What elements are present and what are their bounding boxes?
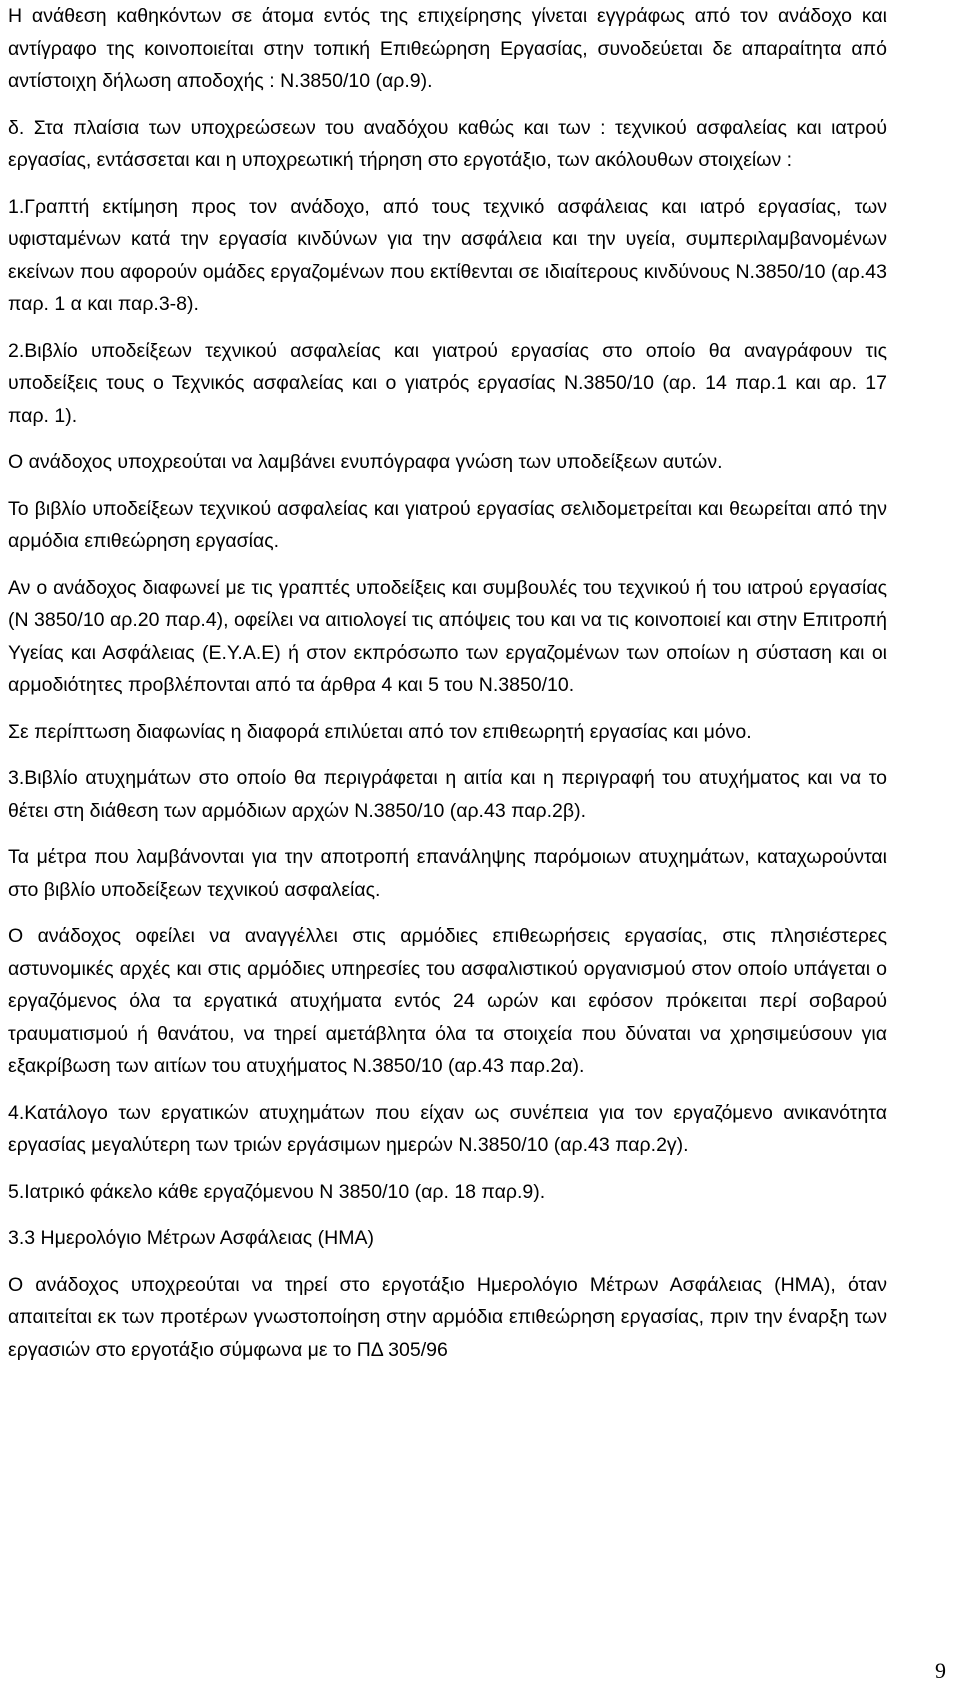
section-heading: 3.3 Ημερολόγιο Μέτρων Ασφάλειας (ΗΜΑ) <box>8 1227 374 1249</box>
paragraph-dispute-resolution: Σε περίπτωση διαφωνίας η διαφορά επιλύεται από τον επιθεωρητή εργασίας και μόνο. <box>8 720 752 743</box>
page-number: 9 <box>935 1658 946 1683</box>
paragraph-contractor-obligations: δ. Στα πλαίσια των υποχρεώσεων του αναδόχου καθώς και των : τεχνικού ασφαλείας και ιατρού εργασίας, εντάσσεται και η υποχρεωτική τήρηση στο εργοτάξιο, των ακόλουθων στοιχείων : <box>8 116 887 171</box>
document-page <box>8 0 887 1366</box>
paragraph-accident-reporting: Ο ανάδοχος οφείλει να αναγγέλλει στις αρμόδιες επιθεωρήσεις εργασίας, στις πλησιέστερες αστυνομικές αρχές και στις αρμόδιες υπηρεσίες του ασφαλιστικού οργανισμού στον οποίο υπάγεται ο εργαζόμενος όλα τα εργατικά ατυχήματα εντός 24 ωρών και εφόσον πρόκειται περί σοβαρού τραυματισμού ή θανάτου, να τηρεί αμετάβλητα όλα τα στοιχεία που δύναται να χρησιμεύσουν για εξακρίβωση των αιτίων του ατυχήματος Ν.3850/10 (αρ.43 παρ.2α). <box>8 925 887 1077</box>
paragraph-accident-book: 3.Βιβλίο ατυχημάτων στο οποίο θα περιγράφεται η αιτία και η περιγραφή του ατυχήματος και να το θέτει στη διάθεση των αρμόδιων αρχών Ν.3850/10 (αρ.43 παρ.2β). <box>8 767 887 822</box>
paragraph-instructions-book: 2.Βιβλίο υποδείξεων τεχνικού ασφαλείας και γιατρού εργασίας στο οποίο θα αναγράφουν τις υποδείξεις τους ο Τεχνικός ασφαλείας και ο γιατρός εργασίας Ν.3850/10 (αρ. 14 παρ.1 και αρ. 17 παρ. 1). <box>8 339 887 427</box>
paragraph-safety-diary: Ο ανάδοχος υποχρεούται να τηρεί στο εργοτάξιο Ημερολόγιο Μέτρων Ασφάλειας (ΗΜΑ), όταν απαιτείται εκ των προτέρων γνωστοποίηση στην αρμόδια επιθεώρηση εργασίας, πριν την έναρξη των εργασιών στο εργοτάξιο σύμφωνα με το ΠΔ 305/96 <box>8 1273 887 1361</box>
paragraph-task-assignment: Η ανάθεση καθηκόντων σε άτομα εντός της επιχείρησης γίνεται εγγράφως από τον ανάδοχο και αντίγραφο της κοινοποιείται στην τοπική Επιθεώρηση Εργασίας, συνοδεύεται δε απαραίτητα από αντίστοιχη δήλωση αποδοχής : Ν.3850/10 (αρ.9). <box>8 5 887 92</box>
paragraph-prevention-measures: Τα μέτρα που λαμβάνονται για την αποτροπή επανάληψης παρόμοιων ατυχημάτων, καταχωρούνται στο βιβλίο υποδείξεων τεχνικού ασφαλείας. <box>8 846 887 901</box>
paragraph-book-pagination: Το βιβλίο υποδείξεων τεχνικού ασφαλείας και γιατρού εργασίας σελιδομετρείται και θεωρείται από την αρμόδια επιθεώρηση εργασίας. <box>8 497 887 552</box>
paragraph-signed-acknowledgement: Ο ανάδοχος υποχρεούται να λαμβάνει ενυπόγραφα γνώση των υποδείξεων αυτών. <box>8 451 723 473</box>
paragraph-accident-list: 4.Κατάλογο των εργατικών ατυχημάτων που είχαν ως συνέπεια για τον εργαζόμενο ανικανότητα εργασίας μεγαλύτερη των τριών εργάσιμων ημερών Ν.3850/10 (αρ.43 παρ.2γ). <box>8 1101 887 1156</box>
paragraph-written-risk-assessment: 1.Γραπτή εκτίμηση προς τον ανάδοχο, από τους τεχνικό ασφάλειας και ιατρό εργασίας, των υφισταμένων κατά την εργασία κινδύνων για την ασφάλεια και την υγεία, συμπεριλαμβανομένων εκείνων που αφορούν ομάδες εργαζομένων που εκτίθενται σε ιδιαίτερους κινδύνους Ν.3850/10 (αρ.43 παρ. 1 α και παρ.3-8). <box>8 195 887 315</box>
paragraph-medical-file: 5.Ιατρικό φάκελο κάθε εργαζόμενου Ν 3850/10 (αρ. 18 παρ.9). <box>8 1180 546 1203</box>
paragraph-disagreement: Αν ο ανάδοχος διαφωνεί με τις γραπτές υποδείξεις και συμβουλές του τεχνικού ή του ιατρού εργασίας (Ν 3850/10 αρ.20 παρ.4), οφείλει να αιτιολογεί τις απόψεις του και να τις κοινοποιεί και στην Επιτροπή Υγείας και Ασφάλειας (Ε.Υ.Α.Ε) ή στον εκπρόσωπο των εργαζομένων των οποίων η σύσταση και οι αρμοδιότητες προβλέπονται από τα άρθρα 4 και 5 του Ν.3850/10. <box>8 576 887 696</box>
